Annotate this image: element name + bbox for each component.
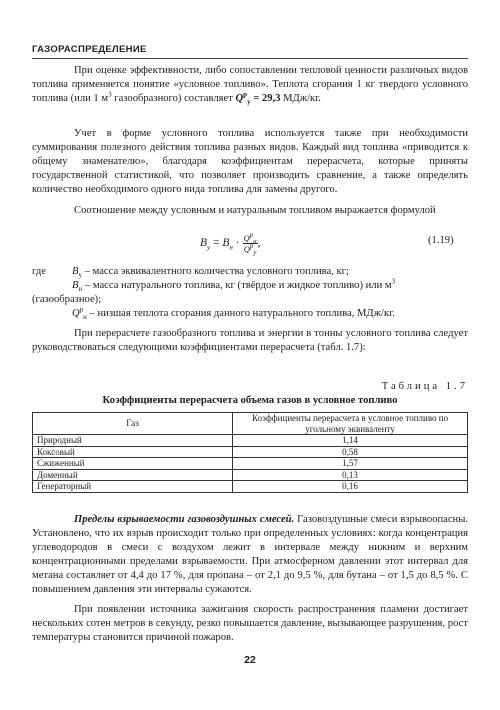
table-label: Таблица 1.7 <box>381 381 468 392</box>
paragraph-formula-intro: Соотношение между условным и натуральным топливом выражается формулой <box>74 205 436 216</box>
formula-fraction: $\frac{Q^р_н}{Q^р_у}$ <box>243 231 257 257</box>
running-head: ГАЗОРАСПРЕДЕЛЕНИЕ <box>32 44 147 55</box>
page-number: 22 <box>244 654 256 666</box>
definition-bn-continued: (газообразное); <box>32 294 102 306</box>
gas-name: Природный <box>33 435 233 447</box>
paragraph-ignition: При появлении источника зажигания скорость распространения пламени достигает нескольких сотен метров в секунду, резко повышается давление, вызывающее разрушения, рост температуры становится причиной пожаров. <box>32 604 468 644</box>
table-row <box>33 458 468 470</box>
definition-bn: $B_н$ – масса натурального топлива, кг (твёрдое и жидкое топливо) или $м^3$ <box>72 277 396 294</box>
coefficient-value: 0,16 <box>233 481 468 493</box>
table-row <box>33 446 468 458</box>
conversion-table <box>32 412 468 493</box>
coefficient-value: 1,57 <box>233 458 468 470</box>
table-header-row <box>33 413 468 435</box>
paragraph-conventional-fuel: При оценке эффективности, либо сопоставлении тепловой ценности различных видов топлива применяется понятие «условное топливо». Теплота сгорания 1 кг твердого условного топлива (или 1 $м^3$ газообразного) составляет $Q^р_у = 29,3$ МДж/кг. <box>32 65 468 107</box>
paragraph-recalculation: При перерасчете газообразного топлива и энергии в тонны условного топлива следует руководствоваться следующими коэффициентами перерасчета (табл. 1.7): <box>32 328 468 354</box>
table-row <box>33 481 468 493</box>
paragraph-summation: Учет в форме условного топлива используется также при необходимости суммирования полезного действия топлива разных видов. Каждый вид топлива «приводится к общему знаменателю», благодаря коэффициентам перерасчета, которые приняты государственной статистикой, что позволяет производить сравнение, а также определять количество необходимого одного вида топлива для замены другого. <box>32 128 468 196</box>
heat-value-formula: $Q^р_у = 29,3$ <box>235 90 281 107</box>
section-term: Пределы взрываемости газовоздушных смесей. <box>74 514 295 525</box>
definition-qn: $Q^р_н$ – низшая теплота сгорания данного натурального топлива, МДж/кг. <box>72 305 395 322</box>
coefficient-value: 1,14 <box>233 435 468 447</box>
gas-name: Генераторный <box>33 481 233 493</box>
table-title: Коэффициенты перерасчета объема газов в условное топливо <box>102 395 398 406</box>
header-rule <box>32 58 468 59</box>
gas-name: Доменный <box>33 469 233 481</box>
gas-name: Коксовый <box>33 446 233 458</box>
coefficient-value: 0,58 <box>233 446 468 458</box>
equation-number: (1.19) <box>428 235 454 246</box>
gas-name: Сжиженный <box>33 458 233 470</box>
coefficient-value: 0,13 <box>233 469 468 481</box>
column-header-gas: Газ <box>33 413 233 435</box>
formula-1-19: $B_у = B_н$ · $\frac{Q^р_н}{Q^р_у}$ , <box>200 231 261 257</box>
definition-bu: где $B_у$ – масса эквивалентного количества условного топлива, кг; <box>32 266 349 280</box>
column-header-coefficient: Коэффициенты перерасчета в условное топливо по угольному эквиваленту <box>233 413 468 435</box>
table-row <box>33 469 468 481</box>
table-row <box>33 435 468 447</box>
formula-definitions <box>32 265 468 321</box>
paragraph-explosion-limits: Пределы взрываемости газовоздушных смесей. Газовоздушные смеси взрывоопасны. Установлено, что их взрыв происходит только при определенных условиях: когда концентрация углеводородов в смеси с воздухом лежит в интервале между нижним и верхним концентрационными пределами взрываемости. При атмосферном давлении этот интервал для метана составляет от 4,4 до 17 %, для пропана – от 2,1 до 9,5 %, для бутана – от 1,5 до 8,5 %. С повышением давления эти интервалы сужаются. <box>32 514 468 596</box>
